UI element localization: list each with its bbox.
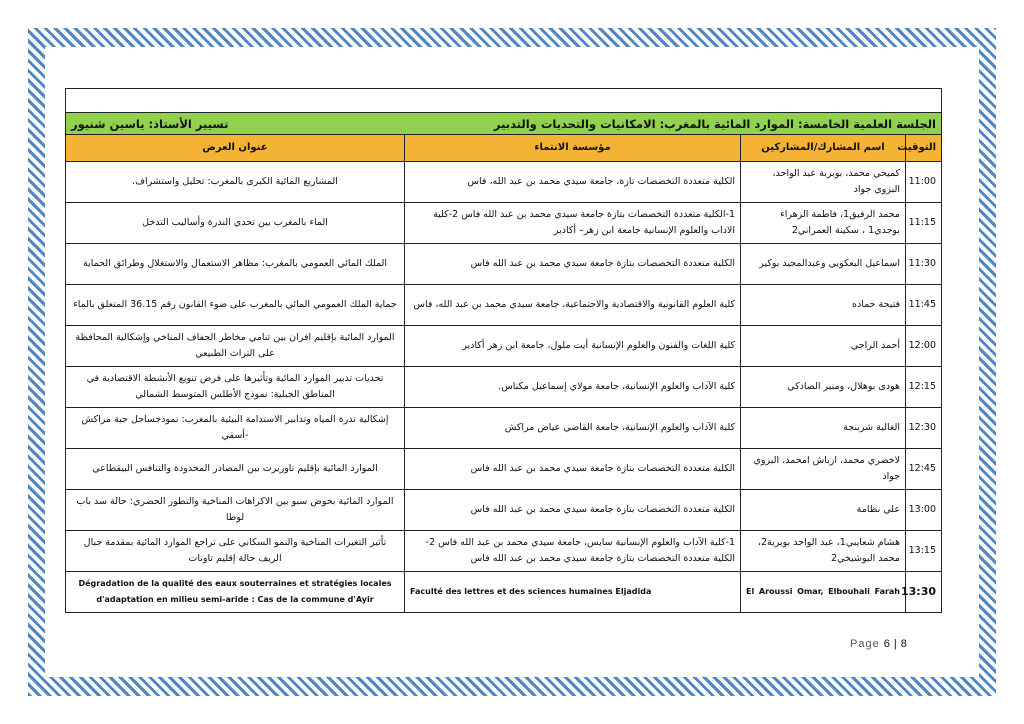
table-row bbox=[66, 449, 942, 490]
page-number-footer bbox=[850, 638, 908, 650]
table-row bbox=[66, 408, 942, 449]
session-schedule-table bbox=[65, 88, 942, 613]
row-title: الموارد المائية بإقليم افران بين تنامي مخاطر الجفاف المناخي وإشكالية المحافظة على التراث الطبيعي bbox=[66, 326, 405, 367]
table-row bbox=[66, 244, 942, 285]
row-time: 12:15 bbox=[906, 367, 942, 408]
row-institution: كلية العلوم القانونية والاقتصادية والاجتماعية، جامعة سيدي محمد بن عبد الله، فاس bbox=[405, 285, 741, 326]
page-current: 6 bbox=[883, 638, 891, 650]
row-time: 13:30 bbox=[906, 572, 942, 613]
table-row bbox=[66, 326, 942, 367]
row-time: 11:45 bbox=[906, 285, 942, 326]
row-title: تأثير التغيرات المناخية والنمو السكاني على تراجع الموارد المائية بمقدمة جبال الريف حالة إقليم تاونات bbox=[66, 531, 405, 572]
row-title: تحديات تدبير الموارد المائية وتأثيرها على فرص تنويع الأنشطة الاقتصادية في المناطق الجبلية: نموذج الأطلس المتوسط الشمالي bbox=[66, 367, 405, 408]
header-time: التوقيت bbox=[906, 135, 942, 162]
session-title: الجلسة العلمية الخامسة: الموارد المائية بالمغرب: الامكانيات والتحديات والتدبير bbox=[493, 116, 936, 131]
table-spacer-row bbox=[66, 89, 942, 113]
row-time: 11:30 bbox=[906, 244, 942, 285]
table-row bbox=[66, 572, 942, 613]
table-row bbox=[66, 367, 942, 408]
table-row bbox=[66, 162, 942, 203]
row-title: إشكالية ندرة المياه وتدابير الاستدامة البيئية بالمغرب: نموذجساحل جبة مراكش -أسفي bbox=[66, 408, 405, 449]
row-institution: كلية اللغات والفنون والعلوم الإنسانية أيت ملول، جامعة ابن زهر أكادير bbox=[405, 326, 741, 367]
page-total: 8 bbox=[900, 638, 908, 650]
row-time: 12:00 bbox=[906, 326, 942, 367]
row-participants: هودى بوهلال، ومنير الصادكي bbox=[741, 367, 906, 408]
row-institution: Faculté des lettres et des sciences humaines Eljadida bbox=[405, 572, 741, 613]
row-participants: فتيحة حماده bbox=[741, 285, 906, 326]
table-row bbox=[66, 203, 942, 244]
row-institution: الكلية متعددة التخصصات بتازة جامعة سيدي محمد بن عبد الله فاس bbox=[405, 449, 741, 490]
row-participants: محمد الرفيق1، فاطمة الزهراء بوجدي1 ، سكينة العمراني2 bbox=[741, 203, 906, 244]
table-header-row bbox=[66, 135, 942, 162]
row-time: 11:00 bbox=[906, 162, 942, 203]
row-institution: 1-الكلية متعددة التخصصات بتازة جامعة سيدي محمد بن عبد الله فاس 2-كلية الاداب والعلوم الإنسانية جامعة ابن زهر– أكادير bbox=[405, 203, 741, 244]
row-time: 12:45 bbox=[906, 449, 942, 490]
row-participants: اسماعيل البعكوبي وعبدالمجيد بوكير bbox=[741, 244, 906, 285]
row-participants: الغالية شربنجة bbox=[741, 408, 906, 449]
row-participants: علي نظامة bbox=[741, 490, 906, 531]
table-row bbox=[66, 490, 942, 531]
row-participants: أحمد الراجي bbox=[741, 326, 906, 367]
row-title: المشاريع المائية الكبرى بالمغرب: تحليل واستشراف. bbox=[66, 162, 405, 203]
row-institution: كلية الآداب والعلوم الإنسانية، جامعة القاضي عياض مراكش bbox=[405, 408, 741, 449]
session-title-row bbox=[66, 113, 942, 135]
row-institution: 1-كلية الآداب والعلوم الإنسانية سايس، جامعة سيدي محمد بن عبد الله فاس 2-الكلية متعددة التخصصات بتازة جامعة سيدي محمد بن عبد الله فاس bbox=[405, 531, 741, 572]
row-time: 13:00 bbox=[906, 490, 942, 531]
row-participants: لاخضري محمد، ازباش امحمد، البزوي جواد bbox=[741, 449, 906, 490]
row-title: الماء بالمغرب بين تحدي الندرة وأساليب التدخل bbox=[66, 203, 405, 244]
row-institution: الكلية متعددة التخصصات بتازة جامعة سيدي محمد بن عبد الله فاس bbox=[405, 244, 741, 285]
table-row bbox=[66, 531, 942, 572]
page-separator: | bbox=[893, 638, 898, 650]
row-institution: كلية الآداب والعلوم الإنسانية، جامعة مولاي إسماعيل مكناس. bbox=[405, 367, 741, 408]
row-title: حماية الملك العمومي المائي بالمغرب على ضوء القانون رقم 36.15 المتعلق بالماء bbox=[66, 285, 405, 326]
table-row bbox=[66, 285, 942, 326]
row-title: Dégradation de la qualité des eaux souterraines et stratégies locales d'adaptation en milieu semi-aride : Cas de la commune d'Ayir bbox=[66, 572, 405, 613]
row-time: 13:15 bbox=[906, 531, 942, 572]
header-institution: مؤسسة الانتماء bbox=[405, 135, 741, 162]
session-moderator: تسيير الأستاذ: ياسين شنيور bbox=[71, 116, 229, 131]
row-participants: هشام شعايبي1، عبد الواحد بوبربة2، محمد البوشيخي2 bbox=[741, 531, 906, 572]
row-title: الملك المائي العمومي بالمغرب: مظاهر الاستعمال والاستغلال وطرائق الحماية bbox=[66, 244, 405, 285]
row-title: الموارد المائية بحوض سبو بين الاكراهات المناخية والتطور الحضري: حالة سد باب لوطا bbox=[66, 490, 405, 531]
row-time: 12:30 bbox=[906, 408, 942, 449]
row-participants: El Aroussi Omar, Elbouhali Farah bbox=[741, 572, 906, 613]
row-title: الموارد المائية بإقليم تاوريرت بين المصادر المحدودة والتنافس البيقطاعي bbox=[66, 449, 405, 490]
row-participants: كميحي محمد، بوبربة عبد الواحد، البزوي جواد bbox=[741, 162, 906, 203]
header-title: عنوان العرض bbox=[66, 135, 405, 162]
header-participants: اسم المشارك/المشاركين bbox=[741, 135, 906, 162]
row-institution: الكلية متعددة التخصصات بتازة جامعة سيدي محمد بن عبد الله فاس bbox=[405, 490, 741, 531]
row-institution: الكلية متعددة التخصصات تازة، جامعة سيدي محمد بن عبد الله، فاس bbox=[405, 162, 741, 203]
page-label: Page bbox=[850, 638, 880, 650]
row-time: 11:15 bbox=[906, 203, 942, 244]
